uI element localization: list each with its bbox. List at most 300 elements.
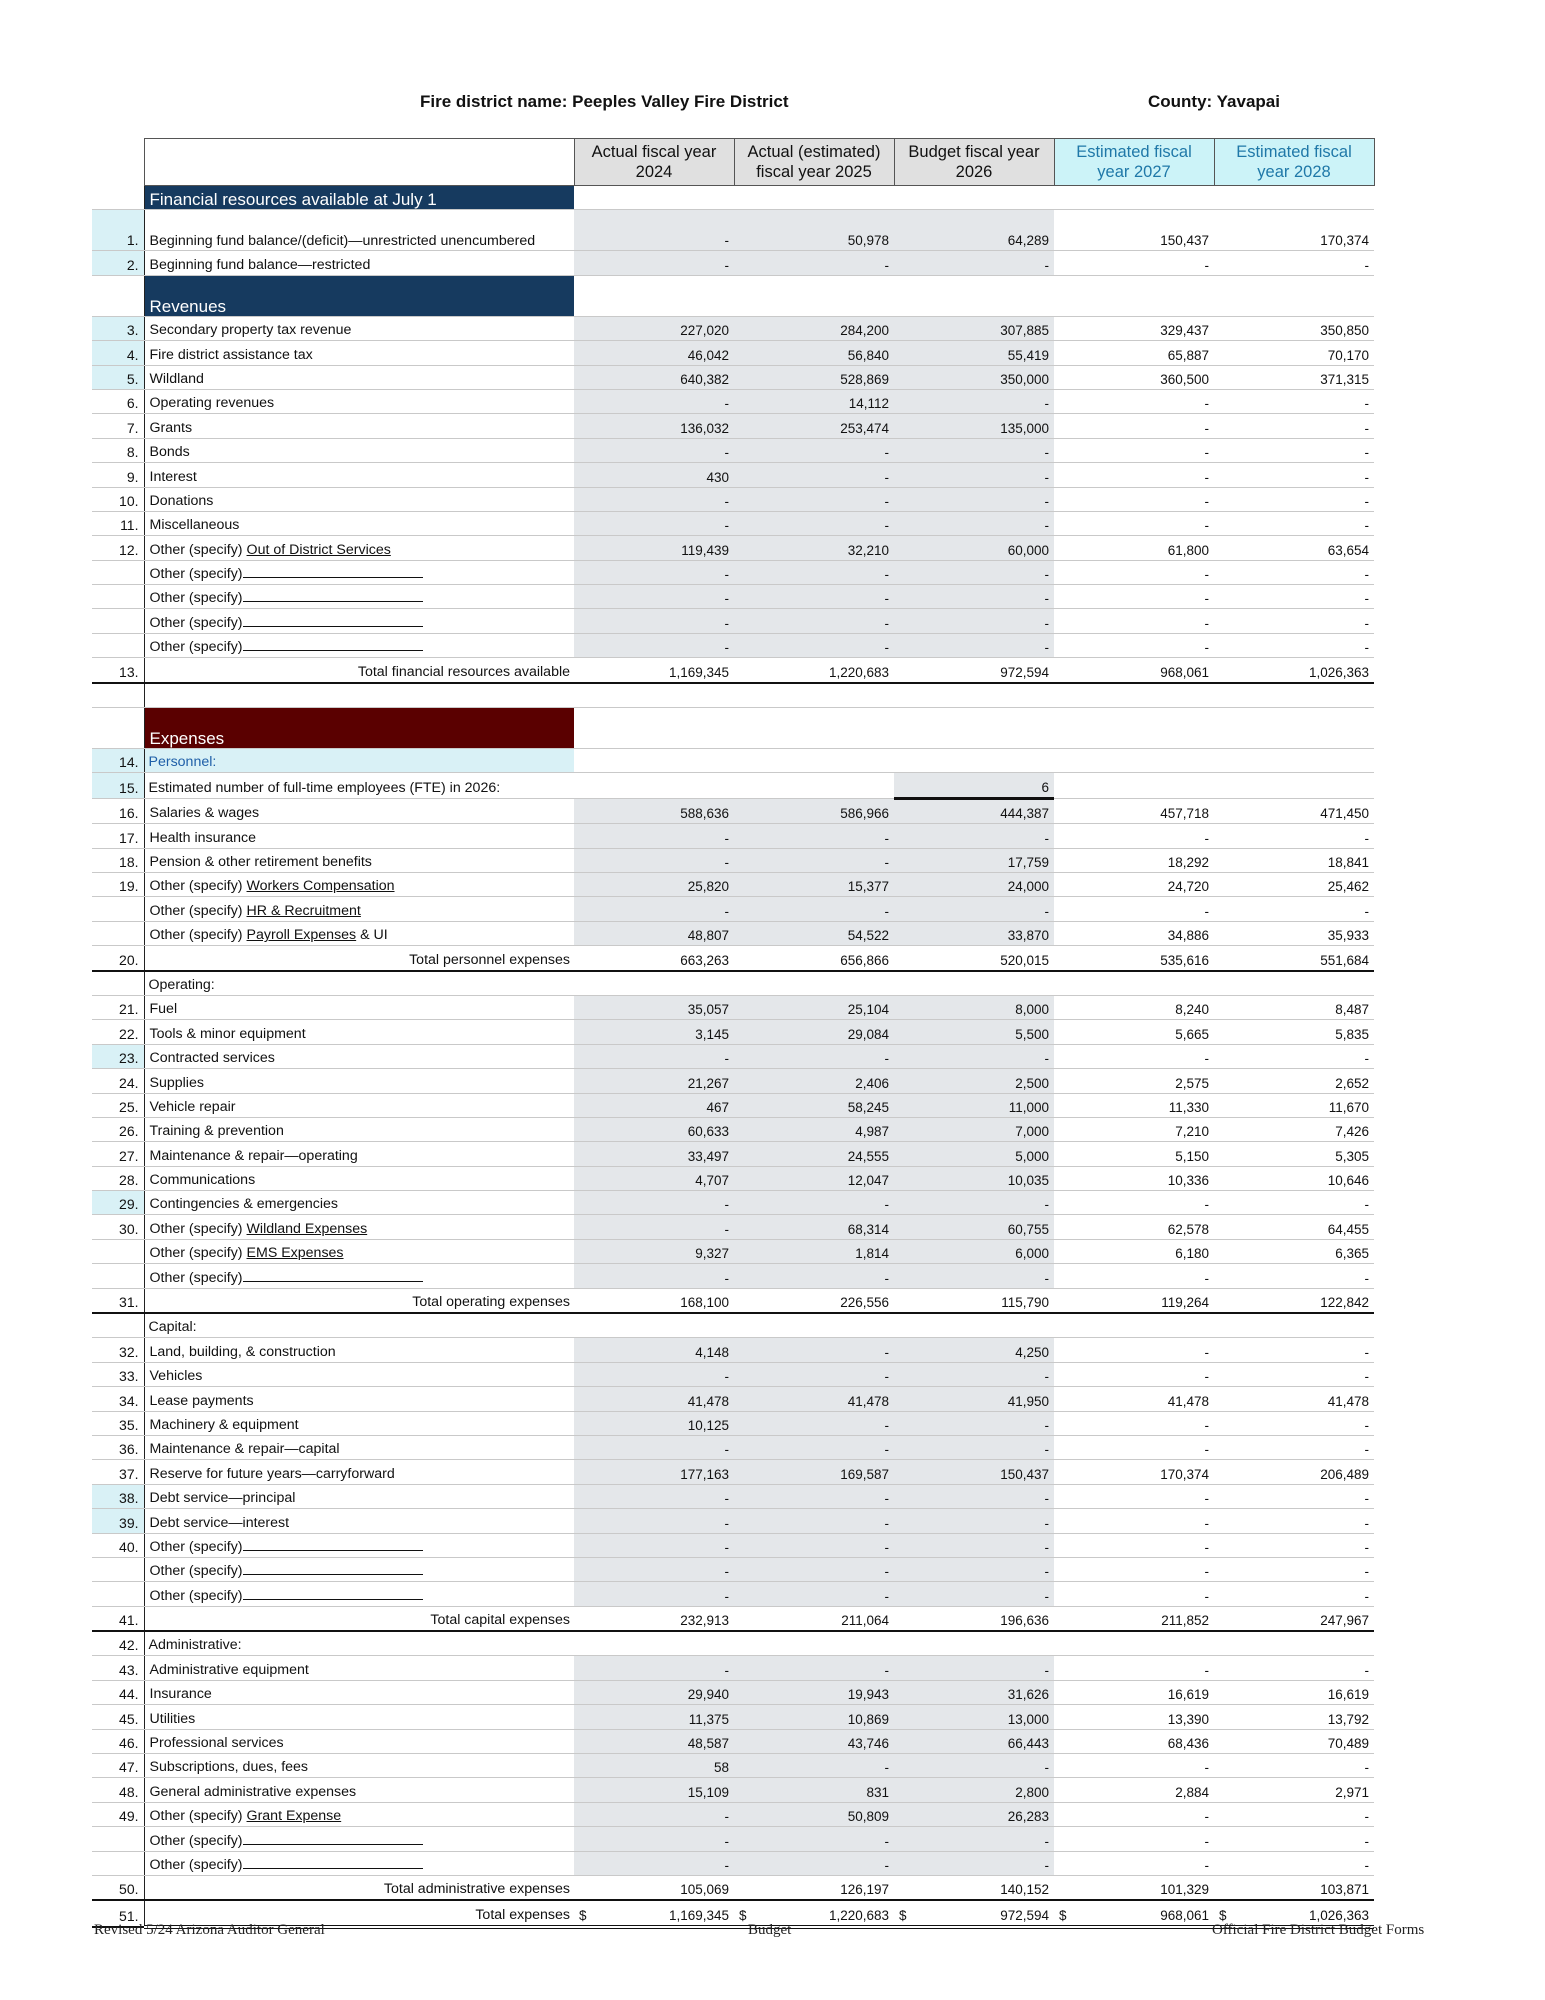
value-cell-col4[interactable]: - bbox=[1054, 1264, 1214, 1288]
value-cell-col4[interactable]: - bbox=[1054, 487, 1214, 511]
value-cell-col2[interactable]: - bbox=[734, 1191, 894, 1215]
value-cell-col5[interactable]: - bbox=[1214, 1044, 1374, 1068]
value-cell-col3[interactable]: 64,289 bbox=[894, 210, 1054, 251]
value-cell-col2[interactable]: 29,084 bbox=[734, 1020, 894, 1044]
value-cell-col4[interactable]: - bbox=[1054, 1191, 1214, 1215]
value-cell-col1[interactable]: - bbox=[574, 1215, 734, 1239]
value-cell-col1[interactable]: - bbox=[574, 210, 734, 251]
value-cell-col2[interactable]: - bbox=[734, 1827, 894, 1851]
value-cell-col2[interactable]: - bbox=[734, 1509, 894, 1533]
value-cell-col5[interactable]: - bbox=[1214, 1557, 1374, 1581]
value-cell-col1[interactable]: 227,020 bbox=[574, 316, 734, 340]
value-cell-col4[interactable]: 18,292 bbox=[1054, 848, 1214, 872]
specify-blank-field[interactable] bbox=[243, 1587, 423, 1600]
currency-symbol: $ bbox=[1219, 1907, 1227, 1923]
value-cell-col2[interactable]: 19,943 bbox=[734, 1680, 894, 1704]
value-cell-col1[interactable]: 136,032 bbox=[574, 414, 734, 438]
value-cell-col1[interactable]: - bbox=[574, 1362, 734, 1386]
value-cell-col4[interactable]: - bbox=[1054, 1533, 1214, 1557]
value-cell-col1[interactable]: 41,478 bbox=[574, 1387, 734, 1411]
value-cell-col1[interactable]: - bbox=[574, 1557, 734, 1581]
value-cell-col1[interactable]: - bbox=[574, 1191, 734, 1215]
value-cell-col4[interactable]: 62,578 bbox=[1054, 1215, 1214, 1239]
value-cell-col3[interactable]: 8,000 bbox=[894, 995, 1054, 1019]
value-cell-col1[interactable]: 60,633 bbox=[574, 1117, 734, 1141]
specify-blank-field[interactable] bbox=[243, 1538, 423, 1551]
value-cell-col3[interactable]: - bbox=[894, 251, 1054, 275]
value-cell-col5[interactable]: 18,841 bbox=[1214, 848, 1374, 872]
row-number: 8. bbox=[92, 438, 144, 462]
value-cell-col5[interactable]: - bbox=[1214, 1338, 1374, 1362]
value-cell-col5[interactable]: - bbox=[1214, 438, 1374, 462]
value-cell-col1[interactable]: - bbox=[574, 1656, 734, 1680]
value-cell-col4[interactable]: - bbox=[1054, 1411, 1214, 1435]
value-cell-col3[interactable]: 24,000 bbox=[894, 872, 1054, 896]
value-cell-col1[interactable]: 3,145 bbox=[574, 1020, 734, 1044]
value-cell-col4[interactable]: 457,718 bbox=[1054, 798, 1214, 823]
value-cell-col2[interactable]: - bbox=[734, 824, 894, 848]
value-cell-col4[interactable]: 329,437 bbox=[1054, 316, 1214, 340]
value-cell-col5[interactable]: 13,792 bbox=[1214, 1705, 1374, 1729]
value-cell-col5[interactable]: - bbox=[1214, 609, 1374, 633]
value-cell-col4[interactable]: 5,665 bbox=[1054, 1020, 1214, 1044]
value-cell-col5[interactable]: - bbox=[1214, 414, 1374, 438]
specify-value[interactable]: Out of District Services bbox=[246, 541, 391, 558]
value-cell-col3[interactable]: 350,000 bbox=[894, 365, 1054, 389]
specify-blank-field[interactable] bbox=[243, 1269, 423, 1282]
value-cell-col4[interactable]: 11,330 bbox=[1054, 1093, 1214, 1117]
value-cell-col5[interactable]: - bbox=[1214, 1191, 1374, 1215]
value-cell-col5[interactable]: - bbox=[1214, 1509, 1374, 1533]
specify-value[interactable]: Payroll Expenses bbox=[246, 927, 357, 944]
value-cell-col2[interactable]: - bbox=[734, 438, 894, 462]
specify-blank-field[interactable] bbox=[243, 1856, 423, 1869]
value-cell-col5[interactable]: 10,646 bbox=[1214, 1166, 1374, 1190]
value-cell-col1[interactable]: 177,163 bbox=[574, 1460, 734, 1484]
value-cell-col5[interactable]: - bbox=[1214, 1435, 1374, 1459]
value-cell-col5[interactable]: - bbox=[1214, 897, 1374, 921]
value-cell-col5[interactable]: - bbox=[1214, 1656, 1374, 1680]
value-cell-col4[interactable]: 68,436 bbox=[1054, 1729, 1214, 1753]
value-cell-col1[interactable]: 29,940 bbox=[574, 1680, 734, 1704]
value-cell-col1[interactable]: 33,497 bbox=[574, 1142, 734, 1166]
value-cell-col3[interactable]: 444,387 bbox=[894, 798, 1054, 823]
value-cell-col4[interactable]: 10,336 bbox=[1054, 1166, 1214, 1190]
value-cell-col1[interactable]: 58 bbox=[574, 1754, 734, 1778]
row-number: 30. bbox=[92, 1215, 144, 1239]
value-cell-col1[interactable]: 467 bbox=[574, 1093, 734, 1117]
value-cell-col3[interactable]: 2,500 bbox=[894, 1069, 1054, 1093]
value-cell-col2[interactable]: 1,814 bbox=[734, 1239, 894, 1263]
value-cell-col3[interactable]: 60,000 bbox=[894, 536, 1054, 560]
value-cell-col3[interactable]: - bbox=[894, 1362, 1054, 1386]
value-cell-col3[interactable]: - bbox=[894, 609, 1054, 633]
value-cell-col4[interactable]: - bbox=[1054, 1484, 1214, 1508]
value-cell-col5[interactable]: - bbox=[1214, 1582, 1374, 1606]
specify-blank-field[interactable] bbox=[243, 589, 423, 602]
fte-value[interactable]: 6 bbox=[894, 773, 1054, 798]
value-cell-col4[interactable]: 61,800 bbox=[1054, 536, 1214, 560]
row-number: 49. bbox=[92, 1802, 144, 1826]
value-cell-col1[interactable]: - bbox=[574, 389, 734, 413]
value-cell-col5[interactable]: 371,315 bbox=[1214, 365, 1374, 389]
value-cell-col4[interactable]: - bbox=[1054, 414, 1214, 438]
value-cell-col5[interactable]: - bbox=[1214, 560, 1374, 584]
value-cell-col2[interactable]: - bbox=[734, 1044, 894, 1068]
value-cell-col1[interactable]: - bbox=[574, 1484, 734, 1508]
value-cell-col1[interactable]: 588,636 bbox=[574, 798, 734, 823]
value-cell-col2[interactable]: 54,522 bbox=[734, 921, 894, 945]
value-cell-col5[interactable]: - bbox=[1214, 1362, 1374, 1386]
value-cell-col2[interactable]: - bbox=[734, 1557, 894, 1581]
value-cell-col1[interactable]: 430 bbox=[574, 463, 734, 487]
value-cell-col5[interactable]: 5,305 bbox=[1214, 1142, 1374, 1166]
value-cell-col4[interactable]: - bbox=[1054, 1802, 1214, 1826]
value-cell-col3[interactable]: 66,443 bbox=[894, 1729, 1054, 1753]
value-cell-col3[interactable]: - bbox=[894, 1435, 1054, 1459]
value-cell-col5[interactable]: - bbox=[1214, 1851, 1374, 1875]
value-cell-col1[interactable]: 35,057 bbox=[574, 995, 734, 1019]
value-cell-col5[interactable]: - bbox=[1214, 389, 1374, 413]
value-cell-col2[interactable]: 4,987 bbox=[734, 1117, 894, 1141]
value-cell-col5[interactable]: 35,933 bbox=[1214, 921, 1374, 945]
value-cell-col4[interactable]: - bbox=[1054, 1582, 1214, 1606]
value-cell-col4[interactable]: - bbox=[1054, 251, 1214, 275]
value-cell-col5[interactable]: 2,971 bbox=[1214, 1778, 1374, 1802]
value-cell-col2[interactable]: - bbox=[734, 585, 894, 609]
value-cell-col2[interactable]: - bbox=[734, 511, 894, 535]
value-cell-col4[interactable]: 6,180 bbox=[1054, 1239, 1214, 1263]
value-cell-col4[interactable]: - bbox=[1054, 511, 1214, 535]
value-cell-col4[interactable]: 24,720 bbox=[1054, 872, 1214, 896]
value-cell-col1[interactable]: 4,148 bbox=[574, 1338, 734, 1362]
line-item-label bbox=[144, 897, 574, 921]
value-cell-col2[interactable]: - bbox=[734, 487, 894, 511]
value-cell-col4[interactable]: 2,884 bbox=[1054, 1778, 1214, 1802]
value-cell-col3[interactable]: 2,800 bbox=[894, 1778, 1054, 1802]
value-cell-col1[interactable]: - bbox=[574, 1509, 734, 1533]
value-cell-col2[interactable]: - bbox=[734, 1362, 894, 1386]
value-cell-col4[interactable]: 7,210 bbox=[1054, 1117, 1214, 1141]
row-number: 38. bbox=[92, 1484, 144, 1508]
value-cell-col1[interactable]: - bbox=[574, 897, 734, 921]
value-cell-col2[interactable]: - bbox=[734, 560, 894, 584]
specify-blank-field[interactable] bbox=[243, 638, 423, 651]
specify-value[interactable]: Wildland Expenses bbox=[246, 1220, 368, 1237]
value-cell-col3[interactable]: - bbox=[894, 1509, 1054, 1533]
value-cell-col4[interactable]: - bbox=[1054, 1656, 1214, 1680]
value-cell-col3[interactable]: 11,000 bbox=[894, 1093, 1054, 1117]
value-cell-col3[interactable]: - bbox=[894, 463, 1054, 487]
value-cell-col2[interactable]: - bbox=[734, 1411, 894, 1435]
value-cell-col5[interactable]: - bbox=[1214, 585, 1374, 609]
value-cell-col3[interactable]: 26,283 bbox=[894, 1802, 1054, 1826]
value-cell-col1[interactable]: - bbox=[574, 848, 734, 872]
specify-blank-field[interactable] bbox=[243, 1832, 423, 1845]
value-cell-col4[interactable]: - bbox=[1054, 585, 1214, 609]
value-cell-col1[interactable]: 640,382 bbox=[574, 365, 734, 389]
value-cell-col3[interactable]: 41,950 bbox=[894, 1387, 1054, 1411]
value-cell-col2[interactable]: 586,966 bbox=[734, 798, 894, 823]
value-cell-col4[interactable]: - bbox=[1054, 463, 1214, 487]
value-cell-col2[interactable]: - bbox=[734, 463, 894, 487]
value-cell-col2[interactable]: - bbox=[734, 848, 894, 872]
value-cell-col1[interactable]: - bbox=[574, 1044, 734, 1068]
value-cell-col4[interactable]: - bbox=[1054, 389, 1214, 413]
value-cell-col5[interactable]: 11,670 bbox=[1214, 1093, 1374, 1117]
value-cell-col1[interactable]: 48,807 bbox=[574, 921, 734, 945]
value-cell-col4[interactable]: 8,240 bbox=[1054, 995, 1214, 1019]
value-cell-col4[interactable]: 65,887 bbox=[1054, 341, 1214, 365]
value-cell-col4[interactable]: - bbox=[1054, 1435, 1214, 1459]
value-cell-col3[interactable]: - bbox=[894, 1557, 1054, 1581]
value-cell-col2[interactable]: 10,869 bbox=[734, 1705, 894, 1729]
value-cell-col5[interactable]: - bbox=[1214, 633, 1374, 657]
value-cell-col1[interactable]: - bbox=[574, 511, 734, 535]
value-cell-col1[interactable]: - bbox=[574, 1802, 734, 1826]
value-cell-col4[interactable]: - bbox=[1054, 1827, 1214, 1851]
value-cell-col5[interactable]: 6,365 bbox=[1214, 1239, 1374, 1263]
value-cell-col4[interactable]: - bbox=[1054, 1362, 1214, 1386]
value-cell-col2[interactable]: - bbox=[734, 251, 894, 275]
value-cell-col5[interactable]: - bbox=[1214, 824, 1374, 848]
value-cell-col5[interactable]: 16,619 bbox=[1214, 1680, 1374, 1704]
value-cell-col4[interactable]: - bbox=[1054, 1754, 1214, 1778]
value-cell-col4[interactable]: - bbox=[1054, 560, 1214, 584]
value-cell-col5[interactable]: - bbox=[1214, 487, 1374, 511]
value-cell-col2[interactable]: - bbox=[734, 1533, 894, 1557]
value-cell-col3[interactable]: 307,885 bbox=[894, 316, 1054, 340]
value-cell-col5[interactable]: 8,487 bbox=[1214, 995, 1374, 1019]
value-cell-col3[interactable]: - bbox=[894, 1264, 1054, 1288]
value-cell-col3[interactable]: 7,000 bbox=[894, 1117, 1054, 1141]
value-cell-col2[interactable]: - bbox=[734, 1656, 894, 1680]
value-cell-col3[interactable]: - bbox=[894, 585, 1054, 609]
value-cell-col1[interactable]: 11,375 bbox=[574, 1705, 734, 1729]
value-cell-col2[interactable]: - bbox=[734, 1435, 894, 1459]
value-cell-col5[interactable]: 2,652 bbox=[1214, 1069, 1374, 1093]
value-cell-col1[interactable]: 21,267 bbox=[574, 1069, 734, 1093]
value-cell-col3[interactable]: - bbox=[894, 1582, 1054, 1606]
total-value-col2 bbox=[734, 1876, 894, 1901]
value-cell-col4[interactable]: - bbox=[1054, 1338, 1214, 1362]
value-cell-col1[interactable]: - bbox=[574, 1851, 734, 1875]
value-cell-col3[interactable]: 17,759 bbox=[894, 848, 1054, 872]
value-cell-col2[interactable]: 169,587 bbox=[734, 1460, 894, 1484]
value-cell-col4[interactable]: 13,390 bbox=[1054, 1705, 1214, 1729]
value-cell-col5[interactable]: - bbox=[1214, 1827, 1374, 1851]
value-cell-col2[interactable]: - bbox=[734, 1484, 894, 1508]
value-cell-col5[interactable]: 471,450 bbox=[1214, 798, 1374, 823]
value-cell-col3[interactable]: - bbox=[894, 824, 1054, 848]
value-cell-col3[interactable]: 150,437 bbox=[894, 1460, 1054, 1484]
value-cell-col1[interactable]: - bbox=[574, 824, 734, 848]
total-value: 247,967 bbox=[1320, 1613, 1369, 1629]
value-cell-col5[interactable]: - bbox=[1214, 511, 1374, 535]
value-cell-col1[interactable]: - bbox=[574, 1264, 734, 1288]
value-cell-col3[interactable]: - bbox=[894, 1484, 1054, 1508]
value-cell-col5[interactable]: - bbox=[1214, 1264, 1374, 1288]
value-cell-col2[interactable]: 15,377 bbox=[734, 872, 894, 896]
value-cell-col2[interactable]: - bbox=[734, 609, 894, 633]
specify-blank-field[interactable] bbox=[243, 614, 423, 627]
value-cell-col3[interactable]: - bbox=[894, 511, 1054, 535]
value-cell-col1[interactable]: 15,109 bbox=[574, 1778, 734, 1802]
value-cell-col3[interactable]: 4,250 bbox=[894, 1338, 1054, 1362]
value-cell-col5[interactable]: - bbox=[1214, 1411, 1374, 1435]
value-cell-col1[interactable]: 119,439 bbox=[574, 536, 734, 560]
value-cell-col4[interactable]: 41,478 bbox=[1054, 1387, 1214, 1411]
value-cell-col3[interactable]: - bbox=[894, 1533, 1054, 1557]
value-cell-col4[interactable]: 150,437 bbox=[1054, 210, 1214, 251]
value-cell-col4[interactable]: - bbox=[1054, 897, 1214, 921]
value-cell-col4[interactable]: 360,500 bbox=[1054, 365, 1214, 389]
value-cell-col2[interactable]: 2,406 bbox=[734, 1069, 894, 1093]
value-cell-col5[interactable]: 5,835 bbox=[1214, 1020, 1374, 1044]
value-cell-col3[interactable]: 5,000 bbox=[894, 1142, 1054, 1166]
value-cell-col3[interactable]: - bbox=[894, 1044, 1054, 1068]
value-cell-col2[interactable]: - bbox=[734, 1754, 894, 1778]
value-cell-col1[interactable]: - bbox=[574, 438, 734, 462]
value-cell-col5[interactable]: 63,654 bbox=[1214, 536, 1374, 560]
value-cell-col2[interactable]: - bbox=[734, 633, 894, 657]
specify-blank-field[interactable] bbox=[243, 1562, 423, 1575]
value-cell-col3[interactable]: - bbox=[894, 633, 1054, 657]
value-cell-col2[interactable]: 58,245 bbox=[734, 1093, 894, 1117]
value-cell-col1[interactable]: 4,707 bbox=[574, 1166, 734, 1190]
line-item-description: Debt service—interest bbox=[149, 1514, 290, 1531]
value-cell-col2[interactable]: - bbox=[734, 1264, 894, 1288]
value-cell-col4[interactable]: 170,374 bbox=[1054, 1460, 1214, 1484]
value-cell-col3[interactable]: - bbox=[894, 1827, 1054, 1851]
value-cell-col3[interactable]: - bbox=[894, 389, 1054, 413]
value-cell-col5[interactable]: 206,489 bbox=[1214, 1460, 1374, 1484]
value-cell-col3[interactable]: - bbox=[894, 1191, 1054, 1215]
value-cell-col2[interactable]: 12,047 bbox=[734, 1166, 894, 1190]
specify-value[interactable]: HR & Recruitment bbox=[246, 902, 361, 919]
value-cell-col2[interactable]: 43,746 bbox=[734, 1729, 894, 1753]
value-cell-col2[interactable]: 50,978 bbox=[734, 210, 894, 251]
value-cell-col5[interactable]: 64,455 bbox=[1214, 1215, 1374, 1239]
value-cell-col3[interactable]: 31,626 bbox=[894, 1680, 1054, 1704]
value-cell-col2[interactable]: 24,555 bbox=[734, 1142, 894, 1166]
value-cell-col5[interactable]: - bbox=[1214, 463, 1374, 487]
value-cell-col4[interactable]: - bbox=[1054, 633, 1214, 657]
value-cell-col2[interactable]: - bbox=[734, 1582, 894, 1606]
value-cell-col5[interactable]: 70,489 bbox=[1214, 1729, 1374, 1753]
value-cell-col3[interactable]: - bbox=[894, 1851, 1054, 1875]
value-cell-col4[interactable]: 34,886 bbox=[1054, 921, 1214, 945]
value-cell-col5[interactable]: 70,170 bbox=[1214, 341, 1374, 365]
value-cell-col3[interactable]: - bbox=[894, 560, 1054, 584]
value-cell-col3[interactable]: 55,419 bbox=[894, 341, 1054, 365]
value-cell-col1[interactable]: - bbox=[574, 487, 734, 511]
value-cell-col2[interactable]: 25,104 bbox=[734, 995, 894, 1019]
value-cell-col3[interactable]: - bbox=[894, 1656, 1054, 1680]
value-cell-col2[interactable]: 68,314 bbox=[734, 1215, 894, 1239]
value-cell-col1[interactable]: 48,587 bbox=[574, 1729, 734, 1753]
line-item-label bbox=[144, 251, 574, 275]
value-cell-col3[interactable]: - bbox=[894, 1754, 1054, 1778]
value-cell-col5[interactable]: 7,426 bbox=[1214, 1117, 1374, 1141]
value-cell-col1[interactable]: - bbox=[574, 560, 734, 584]
value-cell-col3[interactable]: 60,755 bbox=[894, 1215, 1054, 1239]
value-cell-col3[interactable]: - bbox=[894, 438, 1054, 462]
value-cell-col2[interactable]: 528,869 bbox=[734, 365, 894, 389]
value-cell-col4[interactable]: - bbox=[1054, 1044, 1214, 1068]
value-cell-col1[interactable]: 9,327 bbox=[574, 1239, 734, 1263]
value-cell-col1[interactable]: 46,042 bbox=[574, 341, 734, 365]
value-cell-col2[interactable]: 831 bbox=[734, 1778, 894, 1802]
value-cell-col3[interactable]: 6,000 bbox=[894, 1239, 1054, 1263]
value-cell-col3[interactable]: 5,500 bbox=[894, 1020, 1054, 1044]
value-cell-col4[interactable]: 2,575 bbox=[1054, 1069, 1214, 1093]
value-cell-col3[interactable]: 10,035 bbox=[894, 1166, 1054, 1190]
value-cell-col1[interactable]: - bbox=[574, 609, 734, 633]
value-cell-col5[interactable]: 25,462 bbox=[1214, 872, 1374, 896]
value-cell-col4[interactable]: - bbox=[1054, 1509, 1214, 1533]
value-cell-col3[interactable]: 13,000 bbox=[894, 1705, 1054, 1729]
line-item-row bbox=[92, 1509, 1374, 1533]
value-cell-col4[interactable]: - bbox=[1054, 1851, 1214, 1875]
value-cell-col2[interactable]: - bbox=[734, 1338, 894, 1362]
value-cell-col2[interactable]: 284,200 bbox=[734, 316, 894, 340]
value-cell-col5[interactable]: 170,374 bbox=[1214, 210, 1374, 251]
value-cell-col3[interactable]: - bbox=[894, 1411, 1054, 1435]
specify-value[interactable]: Workers Compensation bbox=[246, 878, 395, 895]
value-cell-col5[interactable]: 350,850 bbox=[1214, 316, 1374, 340]
value-cell-col1[interactable]: 10,125 bbox=[574, 1411, 734, 1435]
value-cell-col1[interactable]: - bbox=[574, 1435, 734, 1459]
value-cell-col1[interactable]: - bbox=[574, 1533, 734, 1557]
specify-value[interactable]: Grant Expense bbox=[246, 1808, 342, 1825]
value-cell-col2[interactable]: 253,474 bbox=[734, 414, 894, 438]
value-cell-col2[interactable]: 56,840 bbox=[734, 341, 894, 365]
value-cell-col5[interactable]: - bbox=[1214, 251, 1374, 275]
value-cell-col4[interactable]: - bbox=[1054, 609, 1214, 633]
value-cell-col1[interactable]: - bbox=[574, 585, 734, 609]
value-cell-col5[interactable]: - bbox=[1214, 1802, 1374, 1826]
line-item-description: Other (specify) bbox=[149, 590, 243, 607]
value-cell-col2[interactable]: 14,112 bbox=[734, 389, 894, 413]
value-cell-col1[interactable]: - bbox=[574, 251, 734, 275]
value-cell-col4[interactable]: 5,150 bbox=[1054, 1142, 1214, 1166]
value-cell-col2[interactable]: - bbox=[734, 897, 894, 921]
value-cell-col3[interactable]: 135,000 bbox=[894, 414, 1054, 438]
value-cell-col1[interactable]: - bbox=[574, 1582, 734, 1606]
value-cell-col5[interactable]: 41,478 bbox=[1214, 1387, 1374, 1411]
value-cell-col2[interactable]: 32,210 bbox=[734, 536, 894, 560]
value-cell-col1[interactable]: 25,820 bbox=[574, 872, 734, 896]
value-cell-col5[interactable]: - bbox=[1214, 1533, 1374, 1557]
value-cell-col3[interactable]: - bbox=[894, 487, 1054, 511]
value-cell-col4[interactable]: - bbox=[1054, 438, 1214, 462]
value-cell-col4[interactable]: - bbox=[1054, 824, 1214, 848]
value-cell-col4[interactable]: 16,619 bbox=[1054, 1680, 1214, 1704]
value-cell-col5[interactable]: - bbox=[1214, 1484, 1374, 1508]
value-cell-col1[interactable]: - bbox=[574, 633, 734, 657]
value-cell-col2[interactable]: - bbox=[734, 1851, 894, 1875]
value-cell-col1[interactable]: - bbox=[574, 1827, 734, 1851]
value-cell-col2[interactable]: 50,809 bbox=[734, 1802, 894, 1826]
specify-blank-field[interactable] bbox=[243, 565, 423, 578]
value-cell-col5[interactable]: - bbox=[1214, 1754, 1374, 1778]
value-cell-col3[interactable]: - bbox=[894, 897, 1054, 921]
value-cell-col3[interactable]: 33,870 bbox=[894, 921, 1054, 945]
value-cell-col2[interactable]: 41,478 bbox=[734, 1387, 894, 1411]
value-cell-col4[interactable]: - bbox=[1054, 1557, 1214, 1581]
specify-value[interactable]: EMS Expenses bbox=[246, 1245, 344, 1262]
